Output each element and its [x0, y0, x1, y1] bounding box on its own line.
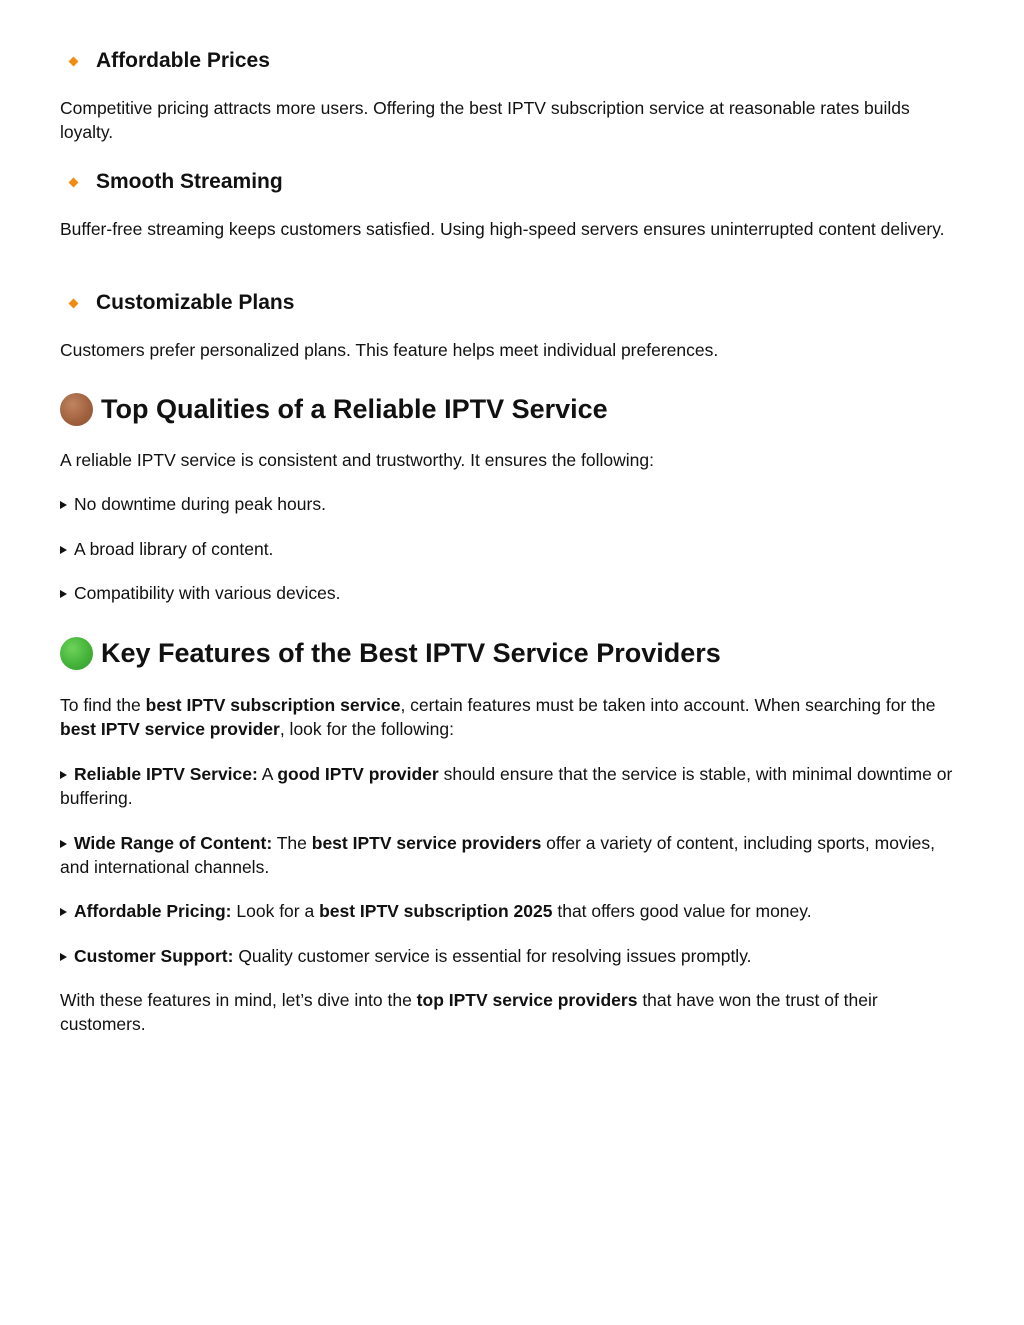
paragraph-qualities-intro: A reliable IPTV service is consistent and trustworthy. It ensures the following: — [60, 450, 654, 470]
text-run: Look for a — [231, 901, 320, 921]
text-run: should ensure that the service is stable, with minimal downtime or buffering. — [60, 764, 953, 808]
text-run: , look for the following: — [279, 719, 454, 739]
bold-text: best IPTV service provider — [60, 719, 280, 739]
heading-top-qualities — [60, 392, 608, 426]
list-item — [60, 537, 965, 561]
list-item-text: Compatibility with various devices. — [74, 583, 341, 603]
triangle-bullet-icon — [60, 501, 67, 509]
text-run: Quality customer service is essential for resolving issues promptly. — [233, 946, 752, 966]
paragraph-closing — [60, 988, 965, 1036]
heading-text: Key Features of the Best IPTV Service Providers — [101, 638, 721, 668]
list-item-text: No downtime during peak hours. — [74, 494, 326, 514]
paragraph-features-intro — [60, 693, 965, 741]
triangle-bullet-icon — [60, 546, 67, 554]
orange-diamond-icon — [69, 56, 79, 66]
subheading-smooth-streaming — [60, 168, 283, 196]
list-item-text: A broad library of content. — [74, 539, 274, 559]
feature-label: Affordable Pricing: — [74, 901, 232, 921]
subheading-affordable-prices — [60, 47, 270, 75]
list-item — [60, 581, 965, 605]
paragraph-smooth-streaming: Buffer-free streaming keeps customers satisfied. Using high-speed servers ensures uninterrupted content delivery. — [60, 219, 945, 239]
bold-text: best IPTV service providers — [311, 833, 542, 853]
triangle-bullet-icon — [60, 953, 67, 961]
text-run: that have won the trust of their customers. — [60, 990, 878, 1034]
triangle-bullet-icon — [60, 771, 67, 779]
feature-label: Wide Range of Content: — [74, 833, 273, 853]
feature-label: Customer Support: — [74, 946, 234, 966]
text-run: To find the — [60, 695, 146, 715]
feature-item-support — [60, 944, 965, 968]
text-run: The — [272, 833, 312, 853]
green-circle-icon — [60, 637, 93, 670]
paragraph-customizable-plans: Customers prefer personalized plans. This feature helps meet individual preferences. — [60, 340, 719, 360]
subheading-customizable-plans — [60, 289, 294, 317]
text-run: offer a variety of content, including sports, movies, and international channels. — [60, 833, 935, 877]
bold-text: top IPTV service providers — [416, 990, 638, 1010]
bold-text: good IPTV provider — [277, 764, 439, 784]
brown-circle-icon — [60, 393, 93, 426]
feature-item-pricing — [60, 899, 965, 923]
triangle-bullet-icon — [60, 590, 67, 598]
subheading-text: Smooth Streaming — [96, 170, 283, 193]
orange-diamond-icon — [69, 177, 79, 187]
bold-text: best IPTV subscription 2025 — [319, 901, 553, 921]
text-run: , certain features must be taken into account. When searching for the — [400, 695, 936, 715]
heading-key-features — [60, 636, 721, 670]
heading-text: Top Qualities of a Reliable IPTV Service — [101, 394, 608, 424]
text-run: With these features in mind, let’s dive into the — [60, 990, 417, 1010]
orange-diamond-icon — [69, 298, 79, 308]
paragraph-affordable-prices: Competitive pricing attracts more users. Offering the best IPTV subscription service at reasonable rates builds loyalty. — [60, 98, 910, 142]
text-run: A — [257, 764, 278, 784]
bold-text: best IPTV subscription service — [145, 695, 401, 715]
triangle-bullet-icon — [60, 908, 67, 916]
feature-label: Reliable IPTV Service: — [74, 764, 258, 784]
subheading-text: Affordable Prices — [96, 49, 270, 72]
feature-item-reliable — [60, 762, 965, 810]
list-item — [60, 492, 965, 516]
text-run: that offers good value for money. — [552, 901, 812, 921]
feature-item-content — [60, 831, 965, 879]
triangle-bullet-icon — [60, 840, 67, 848]
subheading-text: Customizable Plans — [96, 291, 295, 314]
